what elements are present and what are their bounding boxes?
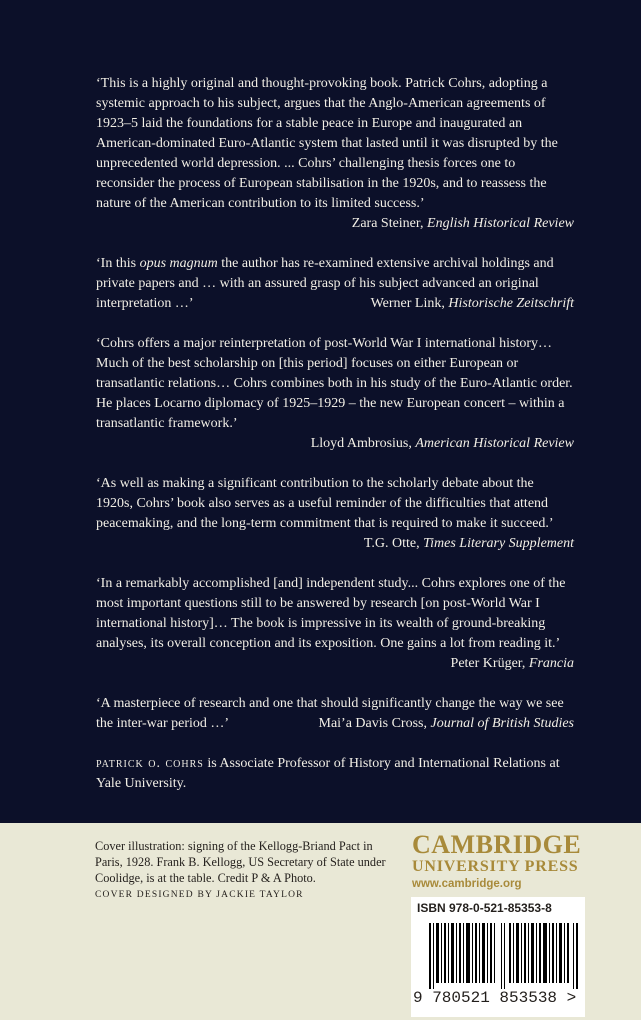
review-2-text-start: ‘In this xyxy=(96,256,140,271)
review-2-text-end: the author has re-examined extensive archival holdings and private papers and … with an assured grasp of his subject advanced an original interpretation …’ xyxy=(96,256,554,311)
review-6-attribution xyxy=(319,714,575,734)
review-4-body: ‘As well as making a significant contribution to the scholarly debate about the 1920s, Cohrs’ book also serves as a useful reminder of the difficulties that attend peacemaking, and the long-term commitment that is required to make it succeed.’ xyxy=(96,476,554,531)
publisher-subtitle: UNIVERSITY PRESS xyxy=(412,858,579,875)
review-2-source: Historische Zeitschrift xyxy=(448,296,574,311)
review-2-emphasis: opus magnum xyxy=(139,256,218,271)
cover-illustration-caption: Cover illustration: signing of the Kellogg-Briand Pact in Paris, 1928. Frank B. Kellogg, US Secretary of State under Coolidge, is at the table. Credit P & A Photo. xyxy=(95,839,386,885)
barcode-label xyxy=(411,897,585,1017)
isbn-text: ISBN 978-0-521-85353-8 xyxy=(417,901,552,915)
review-3-text: ‘Cohrs offers a major reinterpretation of post-World War I international history… Much of the best scholarship on [this period] focuses on either European or transatlantic relations… Cohrs combines both in his study of the Euro-Atlantic order. He places Locarno diplomacy of 1925–1929 – the new European concert – within a transatlantic framework.’ xyxy=(96,336,573,431)
review-2 xyxy=(96,254,574,314)
review-2-attribution xyxy=(371,294,574,314)
review-4-author: T.G. Otte, xyxy=(363,536,420,551)
review-1 xyxy=(96,74,574,234)
review-6-text xyxy=(96,694,574,734)
publisher-logo xyxy=(412,832,592,892)
review-5-author: Peter Krüger, xyxy=(450,656,526,671)
review-5-attribution xyxy=(451,654,574,674)
review-1-text: ‘This is a highly original and thought-provoking book. Patrick Cohrs, adopting a systemic approach to his subject, argues that the Anglo-American agreements of 1923–5 laid the foundations for a stable peace in Europe and inaugurated an American-dominated Euro-Atlantic system that lasted until it was disrupted by the unprecedented world depression. ... Cohrs’ challenging thesis forces one to reconsider the process of European stabilisation in the 1920s, and to reassess the nature of the American contribution to its limited success.’ xyxy=(96,76,558,211)
publisher-website: www.cambridge.org xyxy=(412,878,522,890)
author-name: patrick o. cohrs xyxy=(96,756,204,771)
review-2-text xyxy=(96,254,574,314)
author-bio-text: is Associate Professor of History and International Relations at Yale University. xyxy=(96,756,560,791)
review-2-author: Werner Link, xyxy=(370,296,445,311)
review-6 xyxy=(96,694,574,734)
publisher-panel xyxy=(0,823,641,1020)
review-3-source: American Historical Review xyxy=(415,436,574,451)
review-3-author: Lloyd Ambrosius, xyxy=(310,436,412,451)
review-5-source: Francia xyxy=(528,656,574,671)
cover-designer-credit: COVER DESIGNED BY JACKIE TAYLOR xyxy=(95,890,304,900)
review-3 xyxy=(96,334,574,454)
review-4-text xyxy=(96,474,574,551)
review-4 xyxy=(96,474,574,554)
barcode-number: 9 780521 853538 > xyxy=(413,989,577,1007)
publisher-name: CAMBRIDGE xyxy=(412,830,582,859)
barcode-icon xyxy=(429,923,579,989)
review-1-source: English Historical Review xyxy=(427,216,574,231)
review-6-body: ‘A masterpiece of research and one that should significantly change the way we see the inter-war period …’ xyxy=(96,696,564,731)
review-1-author: Zara Steiner, xyxy=(351,216,424,231)
review-1-attribution xyxy=(96,214,574,234)
author-bio xyxy=(96,754,574,794)
review-5 xyxy=(96,574,574,674)
review-6-source: Journal of British Studies xyxy=(430,716,574,731)
review-3-attribution xyxy=(96,434,574,454)
reviews-content xyxy=(96,74,574,794)
review-6-author: Mai’a Davis Cross, xyxy=(318,716,427,731)
review-4-attribution xyxy=(364,534,574,554)
review-4-source: Times Literary Supplement xyxy=(423,536,574,551)
review-5-text xyxy=(96,574,574,671)
review-5-body: ‘In a remarkably accomplished [and] independent study... Cohrs explores one of the most important questions still to be answered by research [on post-World War I international history]… The book is impressive in its wealth of ground-breaking analyses, its overall conception and its exposition. One gains a lot from reading it.’ xyxy=(96,576,566,651)
